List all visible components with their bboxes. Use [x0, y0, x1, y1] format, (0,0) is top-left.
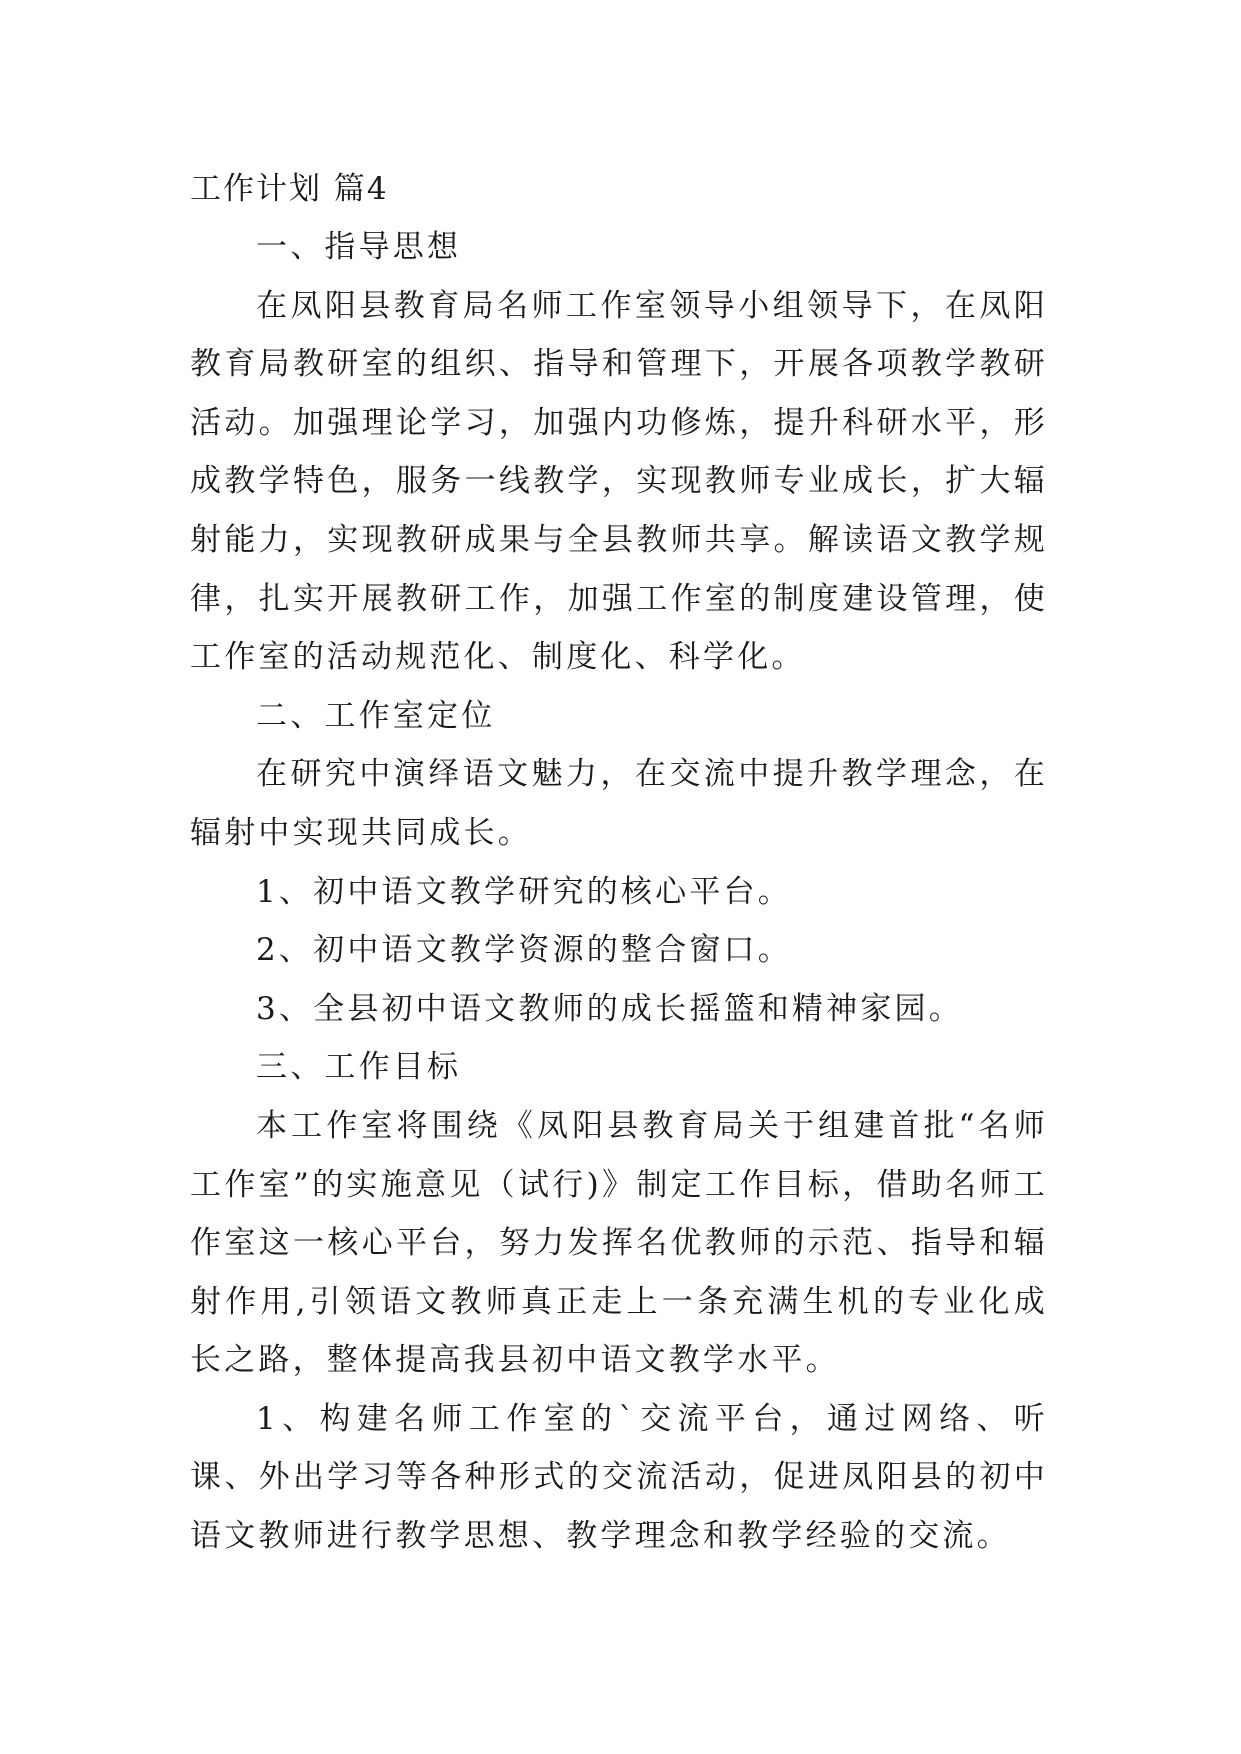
- paragraph-goals: 本工作室将围绕《凤阳县教育局关于组建首批“名师工作室”的实施意见（试行)》制定工作目标，借助名师工作室这一核心平台，努力发挥名优教师的示范、指导和辐射作用,引领语文教师真正走上一条充满生机的专业化成长之路，整体提高我县初中语文教学水平。: [190, 1107, 1048, 1379]
- list-item-positioning-1: 1、初中语文教学研究的核心平台。: [256, 873, 792, 910]
- section-heading-goals: 三、工作目标: [256, 1049, 462, 1086]
- document-title: 工作计划 篇4: [190, 171, 389, 207]
- list-item-goals-1: 1、构建名师工作室的`交流平台，通过网络、听课、外出学习等各种形式的交流活动，促进凤阳县的初中语文教师进行教学思想、教学理念和教学经验的交流。: [190, 1400, 1048, 1555]
- list-item-positioning-2: 2、初中语文教学资源的整合窗口。: [256, 932, 792, 969]
- section-heading-positioning: 二、工作室定位: [256, 697, 496, 734]
- document-page: [190, 160, 1048, 1566]
- paragraph-positioning: 在研究中演绎语文魅力，在交流中提升教学理念，在辐射中实现共同成长。: [190, 756, 1048, 851]
- paragraph-guiding-thought: 在凤阳县教育局名师工作室领导小组领导下，在凤阳教育局教研室的组织、指导和管理下，开展各项教学教研活动。加强理论学习，加强内功修炼，提升科研水平，形成教学特色，服务一线教学，实现教师专业成长，扩大辐射能力，实现教研成果与全县教师共享。解读语文教学规律，扎实开展教研工作，加强工作室的制度建设管理，使工作室的活动规范化、制度化、科学化。: [190, 287, 1048, 676]
- section-heading-guiding-thought: 一、指导思想: [256, 229, 462, 265]
- list-item-positioning-3: 3、全县初中语文教师的成长摇篮和精神家园。: [256, 990, 963, 1027]
